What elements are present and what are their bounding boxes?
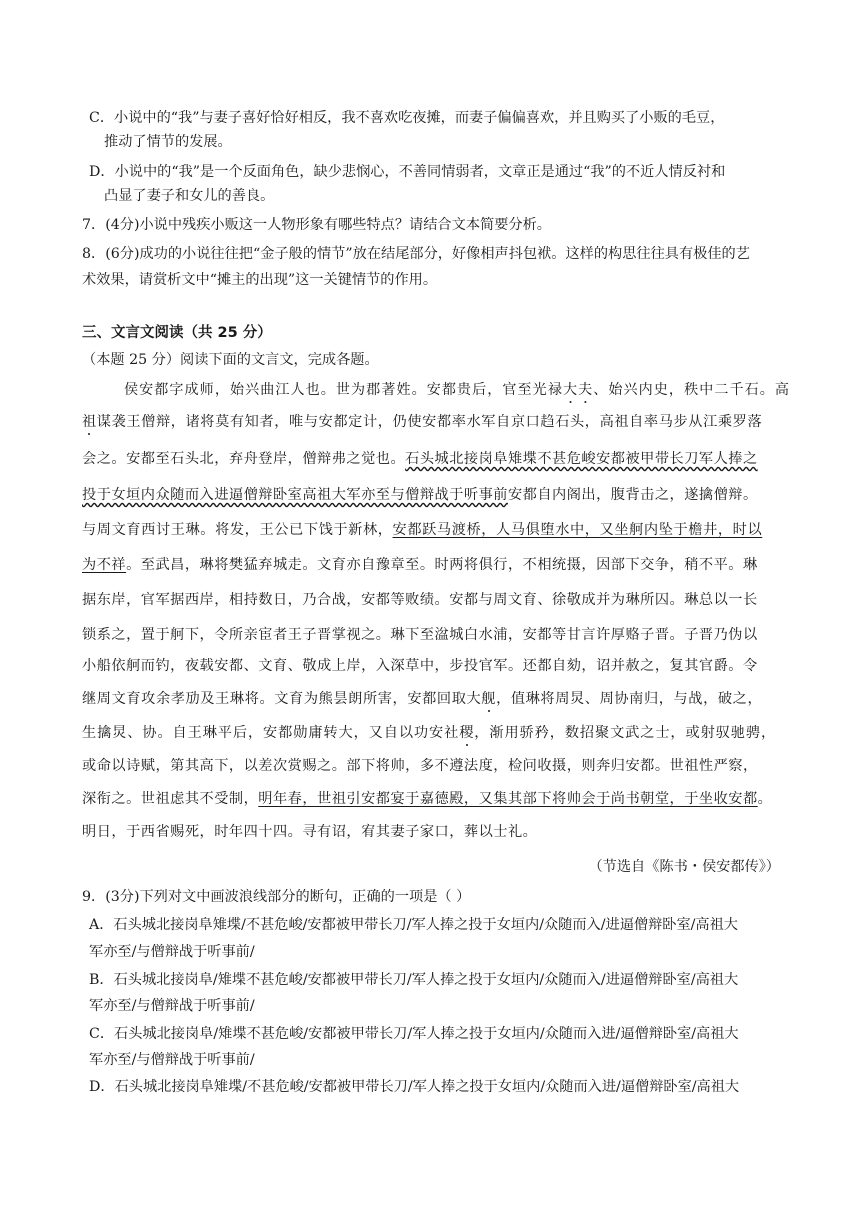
passage-source: （节选自《陈书・侯安都传》） <box>588 859 780 875</box>
dotted-char: 祖 <box>82 414 97 430</box>
passage-text: 会之。安都至石头北，弃舟登岸，僧辩弗之觉也。 <box>82 451 406 467</box>
q9-option-d-line1: D．石头城北接岗阜雉堞/不甚危峻/安都被甲带长刀/军人捧之投于女垣内/众随而入进/逼僧辩卧室/高祖大 <box>89 1079 740 1095</box>
wavy-underline-text: 石头城北接岗阜雉堞不甚危峻安都被甲带长刀军人捧之 <box>405 451 758 467</box>
passage-line <box>82 520 762 540</box>
q9-option-a-line2: 军亦至/与僧辩战于听事前/ <box>89 944 255 960</box>
passage-line <box>82 449 758 469</box>
passage-text: 、始兴内史，秩中二千石。高 <box>593 382 791 398</box>
passage-line: 小船依舸而钓，夜载安都、文育、敬成上岸，入深草中，步投官军。还都自劾，诏并赦之，复其官爵。令 <box>82 658 758 674</box>
underlined-text: 为不祥 <box>82 557 127 573</box>
q9-option-a-line1: A．石头城北接岗阜雉堞/不甚危峻/安都被甲带长刀/军人捧之投于女垣内/众随而入/进逼僧辩卧室/高祖大 <box>89 917 738 933</box>
section-3-title: 三、文言文阅读（共 25 分） <box>82 325 272 341</box>
underlined-text: 明年春，世祖引安都宴于嘉德殿，又集其部下将帅会于尚书朝堂，于坐收安都 <box>258 791 758 807</box>
passage-line: 锁系之，置于舸下，令所亲宦者王子晋掌视之。琳下至湓城白水浦，安都等甘言许厚赂子晋。子晋乃伪以 <box>82 627 758 643</box>
passage-text: 深衔之。世祖虑其不受制， <box>82 791 259 807</box>
passage-line <box>82 485 758 505</box>
passage-line: 据东岸，官军据西岸，相持数日，乃合战，安都等败绩。安都与周文育、徐敬成并为琳所囚。琳总以一长 <box>82 592 758 608</box>
option-c-line2: 推动了情节的发展。 <box>104 134 232 150</box>
q9-option-b-line2: 军亦至/与僧辩战于听事前/ <box>89 998 255 1014</box>
question-8-line2: 术效果，请赏析文中“摊主的出现”这一关键情节的作用。 <box>82 272 438 288</box>
passage-line <box>82 789 772 809</box>
passage-line <box>82 723 776 743</box>
dotted-char: 稷 <box>459 725 475 741</box>
passage-text: 。 <box>757 791 773 807</box>
passage-text: 继周文育攻余孝劢及王琳将。文育为熊昙朗所害，安都回取大 <box>82 691 482 707</box>
question-9-stem: 9．(3分)下列对文中画波浪线部分的断句，正确的一项是（ ） <box>82 889 471 905</box>
passage-text: 侯安都字成师，始兴曲江人也。世为郡著姓。安都贵后，官至光禄 <box>124 382 563 398</box>
q9-option-c-line2: 军亦至/与僧辩战于听事前/ <box>89 1052 255 1068</box>
dotted-char: 夫 <box>578 382 594 398</box>
passage-text: 生擒炅、协。自王琳平后，安都勋庸转大，又自以功安社 <box>82 725 460 741</box>
section-3-intro: （本题 25 分）阅读下面的文言文，完成各题。 <box>82 352 379 368</box>
q9-option-c-line1: C．石头城北接岗阜/雉堞不甚危峻/安都被甲带长刀/军人捧之投于女垣内/众随而入进/逼僧辩卧室/高祖大 <box>89 1026 739 1042</box>
passage-text: ，渐用骄矜，数招聚文武之士，或射驭驰骋， <box>474 725 777 741</box>
question-7: 7．(4分)小说中残疾小贩这一人物形象有哪些特点？请结合文本简要分析。 <box>82 217 551 233</box>
dotted-char: 舰 <box>481 691 497 707</box>
option-d-line2: 凸显了妻子和女儿的善良。 <box>104 188 275 204</box>
q9-option-b-line1: B．石头城北接岗阜/雉堞不甚危峻/安都被甲带长刀/军人捧之投于女垣内/众随而入/进逼僧辩卧室/高祖大 <box>89 972 739 988</box>
question-8-line1: 8．(6分)成功的小说往往把“金子般的情节”放在结尾部分，好像相声抖包袱。这样的构思往往具有极佳的艺 <box>82 246 750 262</box>
passage-line <box>82 555 758 575</box>
wavy-underline-text: 投于女垣内众随而入进逼僧辩卧室高祖大军亦至与僧辩战于听事前 <box>82 487 508 503</box>
underlined-text: 安都跃马渡桥，人马俱堕水中，又坐舸内坠于檐井，时以 <box>392 522 763 538</box>
passage-text: 与周文育西讨王琳。将发，王公已下饯于新林， <box>82 522 393 538</box>
passage-line <box>124 380 790 400</box>
passage-text: 谋袭王僧辩，诸将莫有知者，唯与安都定计，仍使安都率水军自京口趋石头，高祖自率马步从江乘罗落 <box>96 414 763 430</box>
passage-text: 。至武昌，琳将樊猛弃城走。文育亦自豫章至。时两将俱行，不相统摄，因部下交争，稍不平。琳 <box>126 557 758 573</box>
passage-line: 明日，于西省赐死，时年四十四。寻有诏，宥其妻子家口，葬以士礼。 <box>82 824 538 840</box>
passage-line <box>82 412 762 432</box>
option-d-line1: D．小说中的“我”是一个反面角色，缺少悲悯心，不善同情弱者，文章正是通过“我”的不近人情反衬和 <box>89 164 726 180</box>
passage-text: 安都自内阁出，腹背击之，遂擒僧辩。 <box>507 487 758 503</box>
dotted-char: 大 <box>562 382 579 398</box>
option-c-line1: C．小说中的“我”与妻子喜好恰好相反，我不喜欢吃夜摊，而妻子偏偏喜欢，并且购买了小贩的毛豆， <box>89 110 725 126</box>
passage-text: ，值琳将周炅、周协南归，与战，破之， <box>496 691 763 707</box>
passage-line <box>82 689 762 709</box>
passage-line: 或命以诗赋，第其高下，以差次赏赐之。部下将帅，多不遵法度，检问收摄，则奔归安都。世祖性严察， <box>82 758 758 774</box>
